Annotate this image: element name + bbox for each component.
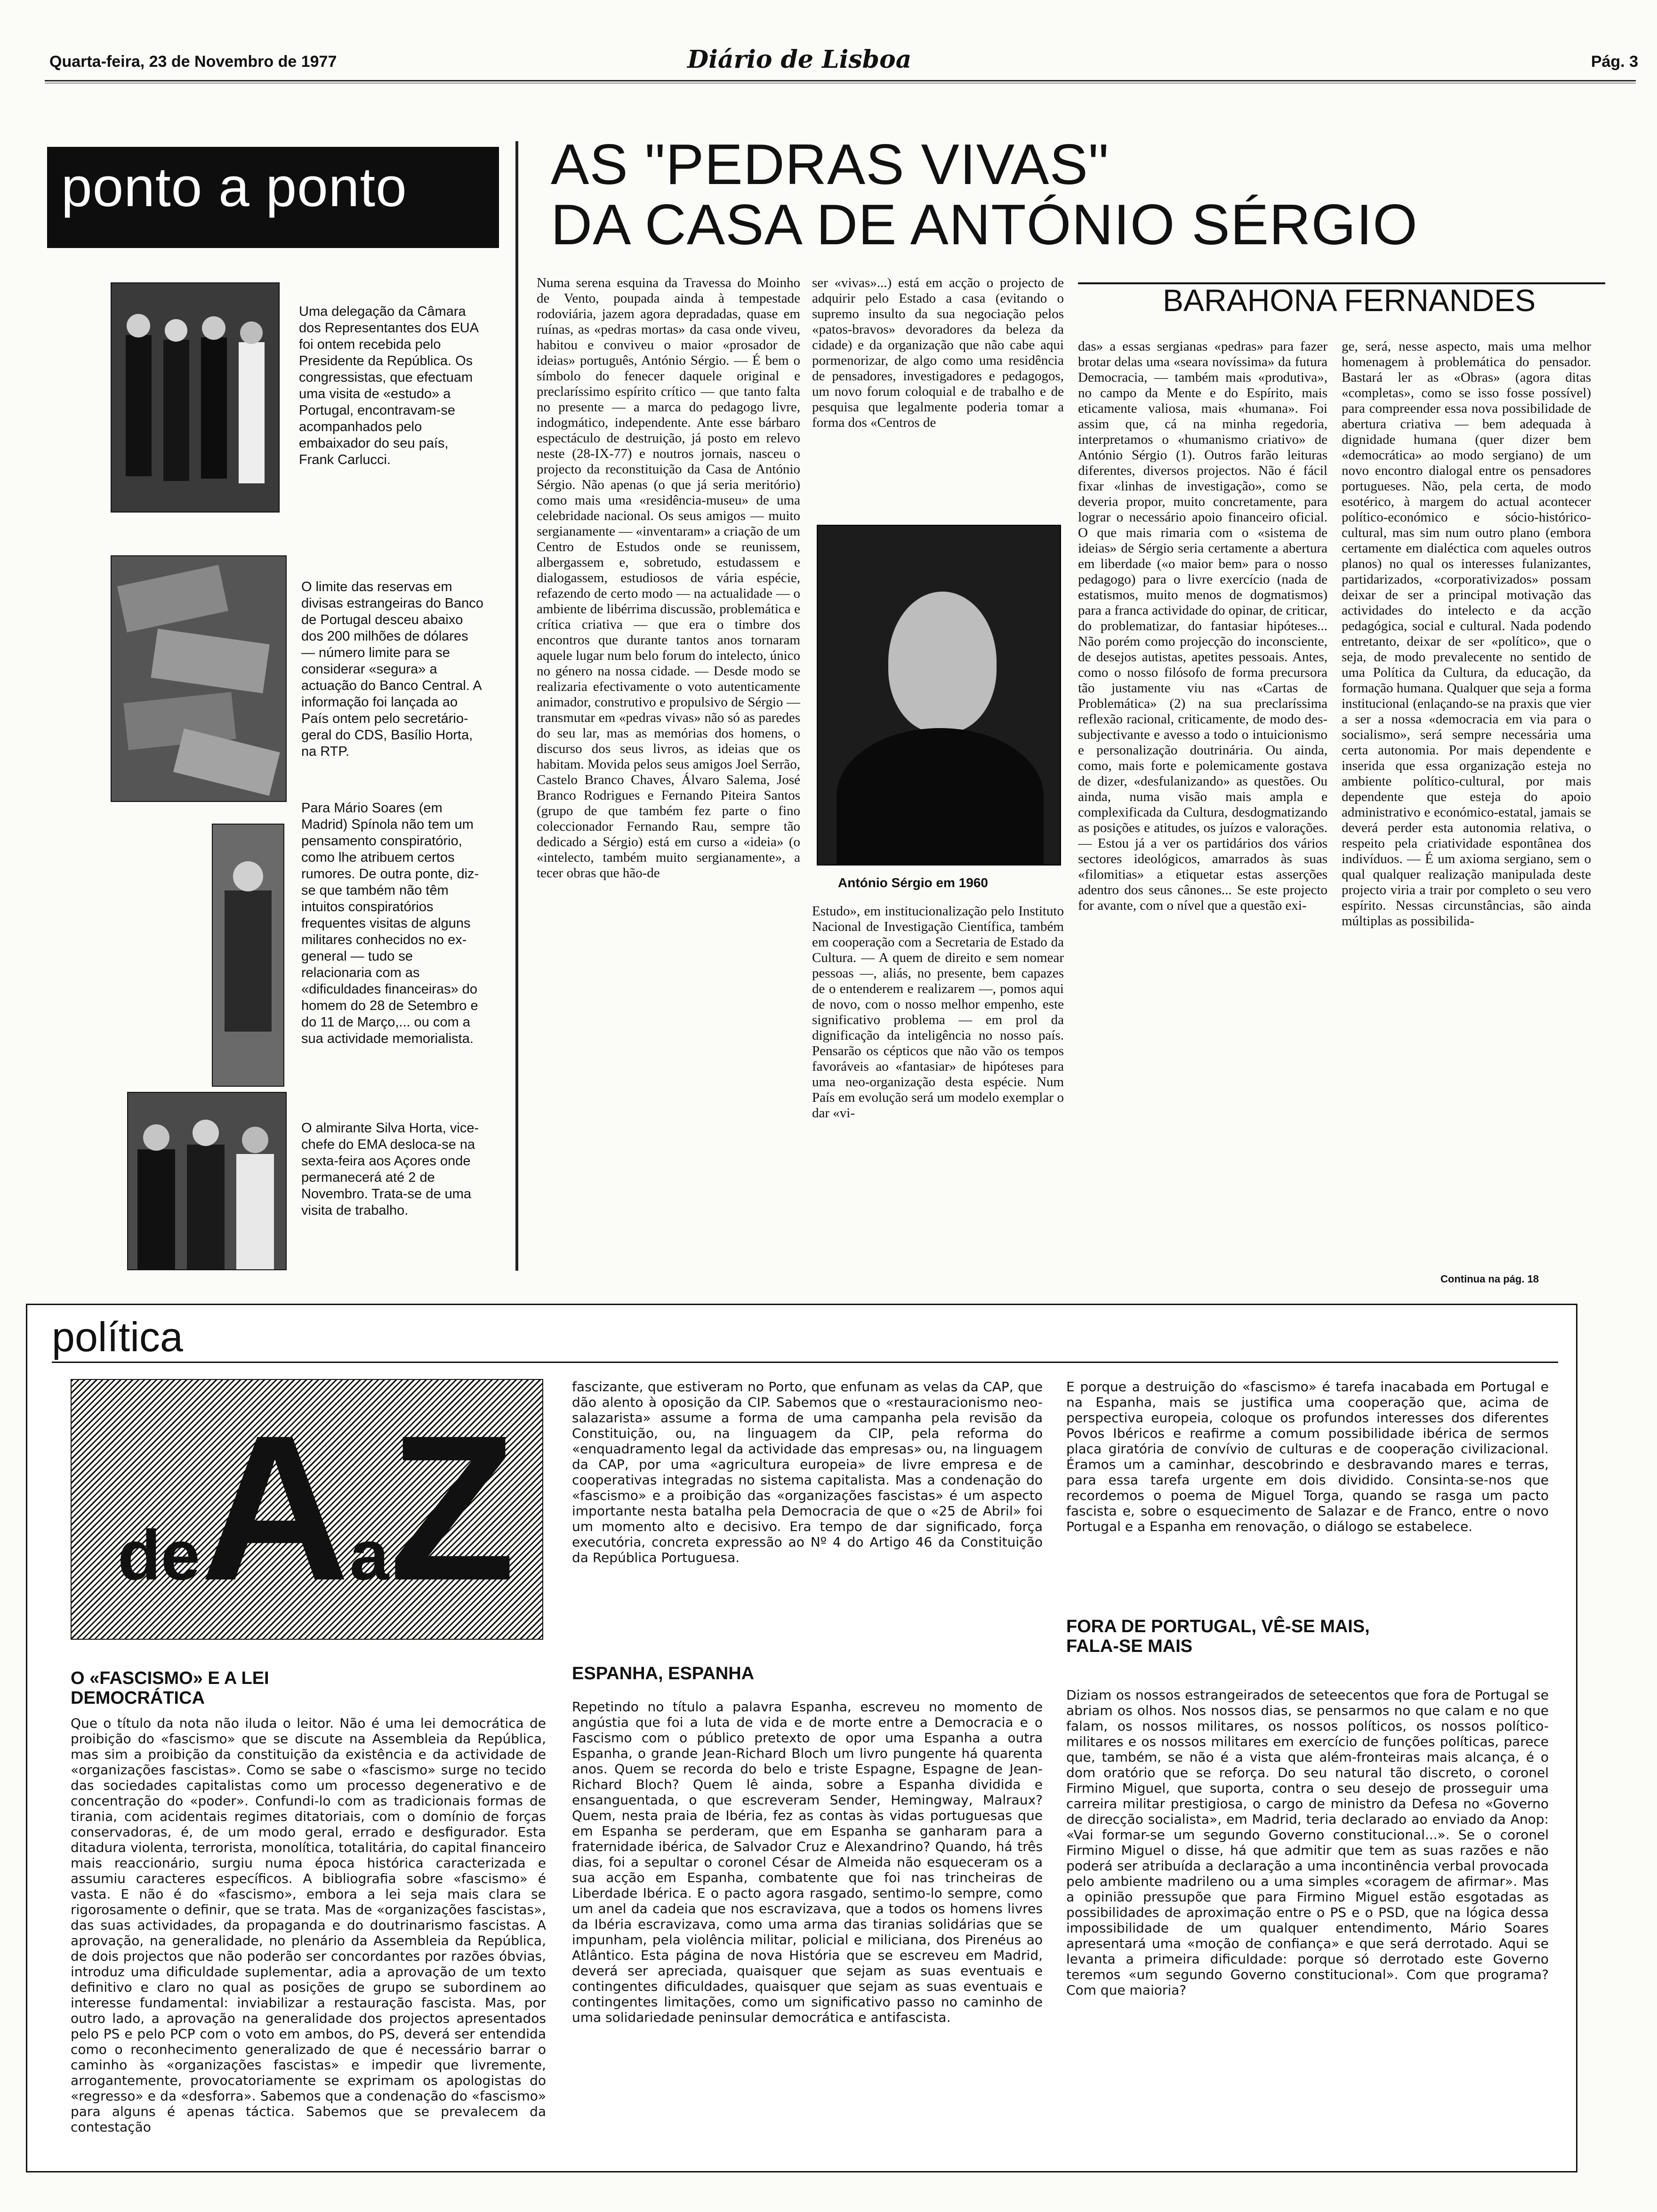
column-divider <box>515 141 518 1271</box>
politica-rule <box>52 1362 1558 1363</box>
article-column-1: Numa serena esquina da Travessa do Moinho de Vento, poupada ainda à tempestade rodoviária, jazem agora depradadas, quase em ruínas, as «pedras mortas» da casa onde viveu, habitou e conviveu o maior «prosador de ideias» português, António Sérgio. — É bem o símbolo do fenecer daquele original e preclaríssimo espírito crítico — que tanto falta no presente — a marca do pedagogo livre, indogmático, independente. Ante esse bárbaro espectáculo de destruição, já posto em relevo neste (28-IX-77) e noutros jornais, nasceu o projecto da reconstituição da Casa de António Sérgio. Não apenas (o que já seria meritório) como mais uma «residência-museu» de uma celebridade nacional. Os seus amigos — muito sergianamente — «inventaram» a criação de um Centro de Estudos onde se reunissem, albergassem e, sobretudo, estudassem e dialogassem, estudiosos de vária espécie, refazendo de certo modo — na actualidade — o ambiente de libérrima discussão, problemática e crítica criativa — que era o timbre dos encontros que durante tantos anos tornaram aquele lugar num belo forum do intelecto, único no género na nossa cidade. — Desde modo se realizaria efectivamente o voto autenticamente animador, construtivo e propulsivo de Sérgio — transmutar em «pedras vivas» não só as paredes do seu lar, mas as memórias dos homens, o discurso dos seus livros, as ideias que os habitam. Movida pelos seus amigos Joel Serrão, Castelo Branco Chaves, Álvaro Salema, José Branco Rodrigues e Fernando Piteira Santos (grupo de que também fez parte o fino coleccionador Fernando Rau, sempre tão dedicado a Sérgio) está em curso a «ideia» (o «intelecto, também muito sergianamente», a tecer obras que hão-de <box>537 275 800 881</box>
heading-fora-de-portugal: FORA DE PORTUGAL, VÊ-SE MAIS, FALA-SE MAIS <box>1066 1617 1370 1656</box>
photo-banknotes <box>111 555 287 802</box>
newspaper-title: Diário de Lisboa <box>687 45 912 74</box>
az-big-a: A <box>200 1393 350 1624</box>
article-headline <box>551 134 1445 255</box>
article-column-4: ge, será, nesse aspecto, mais uma melhor homenagem à problemática do pensador. Bastará ler as «Obras» (agora ditas «completas», como se isso fosse possível) para compreender essa nova possibilidade de abertura criativa — bem adequada à dignidade humana (quer dizer bem «democrática» ao modo sergiano) de um novo encontro dialogal entre os pensadores portugueses. Não, pela certa, de modo esotérico, à margem do actual acontecer político-económico e sócio-histórico-cultural, mas sim num outro plano (embora certamente em dialéctica com aqueles outros planos) no qual os interesses fulanizantes, partidarizados, «corporativizados» possam deixar de ser a principal motivação das actividades do intelecto e da acção pedagógica, social e cultural. Nada podendo entretanto, deixar de ser «político», que o seja, de modo prevalecente no sentido de uma Política da Cultura, da educação, da formação humana. Qualquer que seja a forma institucional (enlaçando-se na praxis que vier a ser a nossa «democracia em via para o socialismo», será sempre necessária uma certa autonomia. Por mais dependente e inserida que essa organização esteja no ambiente político-cultural, por mais dependente que esteja do apoio administrativo e económico-estatal, jamais se deverá perder esta autonomia relativa, o respeito pela criatividade espontânea dos indivíduos. — É um axioma sergiano, sem o qual qualquer realização manipulada deste projecto viria a trair por completo o seu vero espírito. Nessas circunstâncias, são ainda múltiplas as possibilida- <box>1342 339 1591 929</box>
portrait-antonio-sergio <box>817 525 1061 866</box>
brief-delegation: Uma delegação da Câmara dos Representantes dos EUA foi ontem recebida pelo Presidente da República. Os congressistas, que efectuam uma visita de «estudo» a Portugal, encontravam-se acompanhados pelo embaixador do seu país, Frank Carlucci. <box>299 304 478 467</box>
brief-silva-horta: O almirante Silva Horta, vice-chefe do EMA desloca-se na sexta-feira aos Açores onde permanecerá até 2 de Novembro. Trata-se de uma visita de trabalho. <box>301 1121 479 1218</box>
brief-reserves: O limite das reservas em divisas estrangeiras do Banco de Portugal desceu abaixo dos 200 milhões de dólares — número limite para se considerar «segura» a actuação do Banco Central. A informação foi lançada ao País ontem pelo secretário-geral do CDS, Basílio Horta, na RTP. <box>301 579 483 759</box>
ponto-a-ponto-title: ponto a ponto <box>61 156 407 218</box>
politica-column-2-top: fascizante, que estiveram no Porto, que enfunam as velas da CAP, que dão alento à oposição da CIP. Sabemos que o «restauracionismo neo-salazarista» assume a forma de uma campanha pela revisão da Constituição, ou, na linguagem da CIP, pela reforma do «enquadramento legal da actividade das empresas» ou, na linguagem da CAP, por uma «agricultura europeia» de livre empresa e de cooperativas integradas no sistema capitalista. Mas a condenação do «fascismo» e a proibição das «organizações fascistas» é um aspecto importante nesta batalha pela Democracia de que o «25 de Abril» foi um momento alto e decisivo. Era tempo de dar significado, força executória, concreta expressão ao Nº 4 do Artigo 46 da Constituição da República Portuguesa. <box>572 1379 1043 1565</box>
page-number: Pág. 3 <box>1591 53 1638 71</box>
article-column-2-bottom: Estudo», em institucionalização pelo Instituto Nacional de Investigação Científica, também em cooperação com a Secretaria de Estado da Cultura. — A quem de direito e sem nomear pessoas —, aliás, no presente, bem capazes de o entenderem e realizarem —, pomos aqui de novo, com o nosso melhor empenho, este significativo problema — em prol da dignificação da inteligência no nosso país. Pensarão os cépticos que não vão os tempos favoráveis ao «fantasiar» de hipóteses para uma neo-organização desta espécie. Num País em evolução será um modelo exemplar o dar «vi- <box>812 904 1064 1121</box>
photo-military <box>212 824 284 1087</box>
portrait-suit <box>837 728 1044 865</box>
az-small-a: a <box>349 1515 389 1595</box>
photo-admiral-figures-icon <box>128 1093 286 1269</box>
politica-column-3-top: E porque a destruição do «fascismo» é tarefa inacabada em Portugal e na Espanha, mais se justifica uma cooperação que, acima de perspectiva europeia, coloque os profundos interesses dos diferentes Povos Ibéricos e reafirme a comum possibilidade ibérica de sermos placa giratória de convívio de culturas e de cooperação civilizacional. Éramos um a caminhar, descobrindo e desbravando mares e terras, para essa tarefa urgente em dois dividido. Consinta-se-nos que recordemos o poema de Miguel Torga, quando se rasga um pacto fascista e, sobre o esquecimento de Salazar e de Franco, entre o novo Portugal e a Espanha em renovação, o diálogo se estabelece. <box>1066 1379 1549 1534</box>
az-big-z: Z <box>389 1393 516 1624</box>
photo-admiral <box>127 1092 287 1270</box>
heading-espanha: ESPANHA, ESPANHA <box>572 1664 755 1683</box>
portrait-face <box>888 592 997 733</box>
headline-line-2: DA CASA DE ANTÓNIO SÉRGIO <box>551 192 1418 256</box>
politica-column-3-bottom: Diziam os nossos estrangeirados de seteecentos que fora de Portugal se abriam os olhos. Nos nossos dias, se pensarmos no que calam e no que falam, os nossos militares, os nossos políticos, os nossos político-militares e os nossos militares em exercício de funções políticas, parece que, também, se não é a vista que além-fronteiras mais alcança, é o dom oratório que se reforça. Do seu natural tão discreto, o coronel Firmino Miguel, que suporta, contra o seu desejo de prosseguir uma carreira militar prestigiosa, o cargo de ministro da Defesa no «Governo de direcção socialista», em Madrid, teria declarado ao enviado da Anop: «Vai formar-se um segundo Governo constitucional...». Se o coronel Firmino Miguel o disse, há que admitir que tem as suas razões e não poderá ser atribuída a declaração a uma incontinência verbal provocada pelo ambiente madrileno ou a uma simples «coragem de afirmar». Mas a opinião pressupõe que para Firmino Miguel estão esgotadas as possibilidades de aproximação entre o PS e o PSD, que na lógica dessa impossibilidade de um qualquer entendimento, Mário Soares apresentará uma «moção de confiança» e que será derrotado. Aqui se levanta a primeira dificuldade: porque só derrotado este Governo teremos «um segundo Governo constitucional». Com que programa? Com que maioria? <box>1066 1687 1549 1998</box>
photo-delegation-figures-icon <box>112 283 279 512</box>
issue-date: Quarta-feira, 23 de Novembro de 1977 <box>49 53 337 71</box>
politica-column-1: Que o título da nota não iluda o leitor. Não é uma lei democrática de proibição do «fascismo» que se discute na Assembleia da República, mas sim a proibição da constituição da existência e da actividade de «organizações fascistas». Como se sabe o «fascismo» surge no tecido das sociedades capitalistas como um processo degenerativo e de concentração do «poder». Confundi-lo com as tradicionais formas de tirania, com acidentais regimes ditatoriais, com o domínio de forças conservadoras, é, de um modo geral, errado e desfigurador. Esta ditadura violenta, terrorista, monolítica, totalitária, do capital financeiro mais reaccionário, surgiu numa época histórica caracterizada e assumiu caracteres específicos. A bibliografia sobre «fascismo» é vasta. E não é do «fascismo», embora a lei seja mais clara se rigorosamente o definir, que se trata. Mas de «organizações fascistas», das suas actividades, da propaganda e do doutrinarismo fascistas. A aprovação, na generalidade, no plenário da Assembleia da República, de dois projectos que não poderão ser concordantes por razões óbvias, introduz uma dificuldade suplementar, adia a aprovação de um texto definitivo e claro no qual as posições de grupo se subordinem ao interesse fundamental: inviabilizar a restauração fascista. Mas, por outro lado, a aprovação na generalidade dos projectos apresentados pelo PS e pelo PCP com o voto em ambos, do PS, deverá ser entendida como o reconhecimento generalizado de que é necessário barrar o caminho às «organizações fascistas» e impedir que livremente, arrogantemente, provocatoriamente se exprimam os apologistas do «regresso» e da «desforra». Sabemos que a condenação do «fascismo» para alguns é apenas táctica. Sabemos que se prevalecem da contestação <box>71 1715 546 2135</box>
banknotes-icon <box>112 556 286 801</box>
politica-column-2-bottom: Repetindo no título a palavra Espanha, escreveu no momento de angústia que foi a luta de vida e de morte entre a Democracia e o Fascismo com o público pretexto de opor uma Espanha a outra Espanha, o grande Jean-Richard Bloch um livro pungente há quarenta anos. Quem se recorda do belo e triste Espagne, Espagne de Jean-Richard Bloch? Quem lê ainda, sobre a Espanha dividida e ensanguentada, o que escreveram Sender, Hemingway, Malraux? Quem, nesta praia de Ibéria, fez as contas às vidas portuguesas que em Espanha se perderam, que em Espanha se ganharam para a fraternidade ibérica, de Salvador Cruz e Alexandrino? Quando, há três dias, foi a sepultar o coronel César de Almeida não esqueceram os a sua acção em Espanha, combatente que foi nas trincheiras de Liberdade Ibérica. E o pacto agora rasgado, sentimo-lo sempre, como um anel da cadeia que nos escravizava, que a todos os homens livres da Ibéria escravizava, como uma arma das tiranias solidárias que se impunham, pela violência militar, policial e miliciana, dos Pirenéus ao Atlântico. Esta página de nova História que se escreveu em Madrid, deverá ser apreciada, quaisquer que sejam as suas eventuais e contingentes dificuldades, quaisquer que sejam as suas eventuais e contingentes limitações, como um significativo passo no caminho de uma solidariedade peninsular democrática e antifascista. <box>572 1699 1043 2025</box>
de-a-a-z-letters <box>118 1381 515 1682</box>
heading-fascismo: O «FASCISMO» E A LEI DEMOCRÁTICA <box>71 1668 269 1708</box>
photo-delegation <box>111 282 280 513</box>
portrait-caption: António Sérgio em 1960 <box>838 875 988 890</box>
article-column-3: das» a essas sergianas «pedras» para fazer brotar delas uma «seara novíssima» da futura Democracia, — também mais «produtiva», no campo da Mente e do Espírito, mais eticamente valiosa, mais «humana». Foi assim que, cá na minha regedoria, interpretamos o «humanismo criativo» de António Sérgio (1). Outros farão leituras diferentes, diversos projectos. Não é fácil fixar «linhas de investigação», como se deveria propor, muito concretamente, para lograr o necessário apoio financeiro oficial. O que mais rimaria com o «sistema de ideias» de Sérgio seria certamente a abertura em liberdade («o maior bem» para o nosso pedagogo) para o livre exercício (nada de estatismos, muito menos de dogmatismos) para a franca actividade do opinar, de criticar, do problematizar, do fantasiar hipóteses... Não porém como projecção do inconsciente, de desejos autistas, apetites pessoais. Antes, como o nosso filósofo de forma precursora tão justamente viu nas «Cartas de Problemática» (2) na sua preclaríssima reflexão racional, criticamente, de modo des-subjectivante e avesso a todo o intuicionismo e personalização doutrinária. Ou ainda, como, mais forte e polemicamente gostava de dizer, «desfulanizando» as questões. Ou ainda, numa visão mais ampla e complexificada da Cultura, desdogmatizando as posições e atitudes, os juízos e valorações. — Estou já a ver os partidários dos vários sectores ideológicos, amarrados às suas «filomitias» a etiquetar estas asserções adentro dos seus cânones... Se este projecto for avante, com o nível que a questão exi- <box>1078 339 1327 913</box>
photo-military-figures-icon <box>213 825 283 1086</box>
continued-note: Continua na pág. 18 <box>1440 1273 1539 1285</box>
masthead-rule <box>45 80 1636 81</box>
headline-line-1: AS "PEDRAS VIVAS" <box>551 132 1110 196</box>
article-byline: BARAHONA FERNANDES <box>1163 283 1536 318</box>
article-column-2-top: ser «vivas»...) está em acção o projecto de adquirir pelo Estado a casa (evitando o supremo insulto da sua negociação pelos «patos-bravos» devoradores da beleza da cidade) e da organização que não cabe aqui pormenorizar, de algo como uma residência de pensadores, investigadores e pedagogos, um novo forum coloquial e de trabalho e de pesquisa que legalmente poderia tomar a forma dos «Centros de <box>812 275 1064 430</box>
az-de: de <box>118 1515 201 1595</box>
politica-title: política <box>52 1314 183 1360</box>
brief-spinola: Para Mário Soares (em Madrid) Spínola não tem um pensamento conspiratório, como lhe atribuem certos rumores. De outra ponte, diz-se que também não têm intuitos conspiratórios frequentes visitas de alguns militares conhecidos no ex-general — tudo se relacionaria com as «dificuldades financeiras» do homem do 28 de Setembro e do 11 de Março,... ou com a sua actividade memorialista. <box>301 801 479 1046</box>
